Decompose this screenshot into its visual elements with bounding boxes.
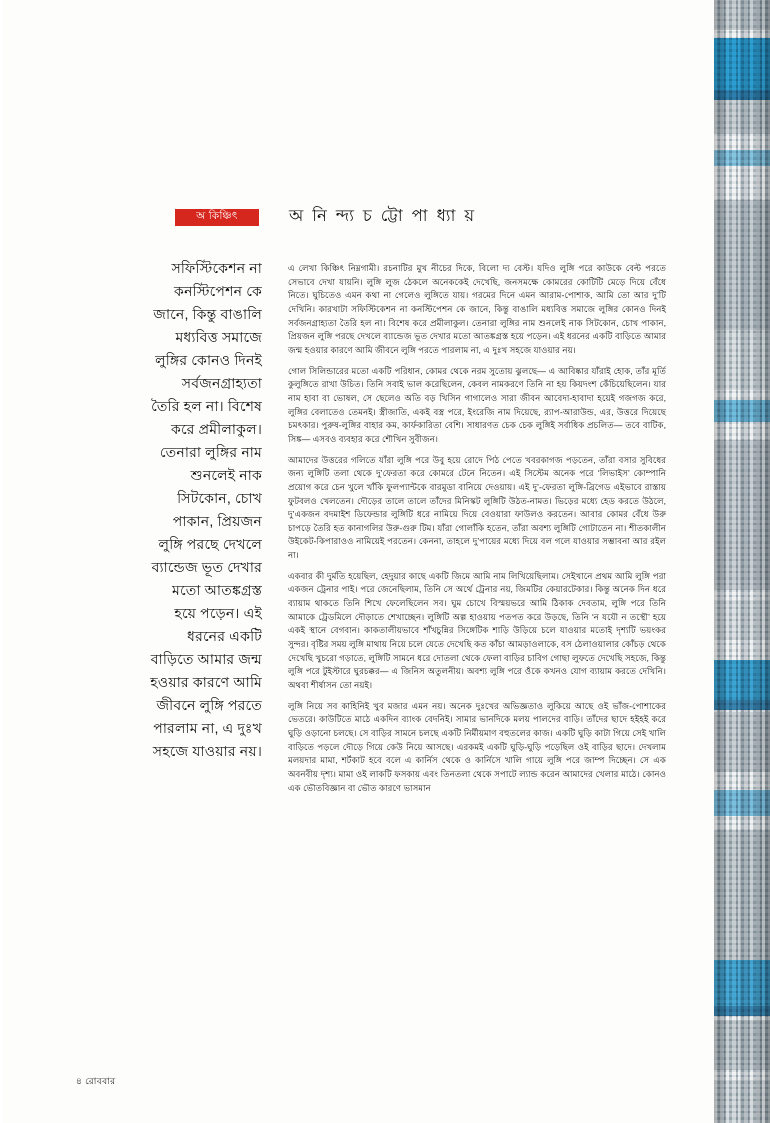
cloth-shading bbox=[714, 0, 770, 1123]
body-paragraph: এ লেখা কিঞ্চিৎ নিম্নগামী। রচনাটির মুখ নীচের দিকে, বিলো দ্য বেস্ট। যদিও লুঙ্গি পরে কাউকে বেল্ট পরতে সেভাবে দেখা যায়নি। লুঙ্গি লুজ ঠেকলে অনেককেই দেখেছি, জনসমক্ষে কোমরের কোটিটি মেড়ে দিয়ে বেঁধে নিতে। ঘুচিতেও এমন কথা না গেলেও লুঙ্গিতে যায়। গরমের দিনে এমন আরাম-পোশাক, আমি তো আর দু’টি দেখিনি। কারখাটা সফিস্টিকেশন না কনস্টিপেশন কে জানে, কিন্তু বাঙালি মধ্যবিত্ত সমাজে লুঙ্গির কোনও দিনই সর্বজনগ্রাহ্যতা তৈরি হল না। বিশেষ করে প্রমীলাকুল। তেনারা লুঙ্গির নাম শুনলেই নাক সিটকোন, চোখ পাকান, প্রিয়জন লুঙ্গি পরছে দেখলে ব্যান্ডেজ ভূত দেখার মতো আতঙ্কগ্রস্ত হয়ে পড়েন। এই ধরনের একটি বাড়িতে আমার জন্ম হওয়ার কারণে আমি জীবনে লুঙ্গি পরতে পারলাম না, এ দুঃখ সহজে যাওয়ার নয়। bbox=[288, 263, 666, 355]
body-paragraph: একবার কী দুর্মতি হয়েছিল, হেদুয়ার কাছে একটি জিমে আমি নাম লিখিয়েছিলাম। সেইখানে প্রথম আমি লুঙ্গি পরা একজন ট্রেনার পাই। পরে জেনেছিলাম, তিনি সে অর্থে ট্রেনার নয়, জিমটির কেয়ারটেকার। কিন্তু অনেক দিন ধরে ব্যায়াম থাকতে তিনি শিখে ফেলেছিলেন সব। ঘুম চোখে বিস্ময়ভরে আমি ঠিকাক দেবতাম, লুঙ্গি পরে তিনি আমাকে ট্রেডমিলে দৌড়াতে শেখাচ্ছেন। লুঙ্গিটি অল্প হাওয়ায় পতপত করে উড়ছে, তিনি ‘ন যযৌ ন তস্থৌ’ হয়ে একই স্থানে বেগবান। কাকতালীয়ভাবে শাঁখচুন্নির সিঙ্গেটিক শাড়ি উড়িয়ে চলে যাওয়ার মতোই দৃশ্যটি ভয়ংকর সুন্দর। বৃষ্টির সময় লুঙ্গি মাথায় নিয়ে চলে যেতে দেখেছি কত কাঁচা আমড়াওলাকে, বস ঠেলাওয়ালার কোঁচড় থেকে দেখেছি খুচরো গড়াতে, লুঙ্গিটি সামনে ধরে দোতলা থেকে ফেলা বাড়ির চাবিগ গোছা লুফতে দেখেছি সহজে, কিন্তু লুঙ্গি পরে টুইস্টারে ঘুরচক্কর— এ জিনিস অতুলনীয়। অবশ্য লুঙ্গি পরে ওঁকে কখনও যোগ ব্যায়াম করতে দেখিনি। অথবা শীর্ষাসন তো নয়ই। bbox=[288, 570, 666, 691]
page-footer: ৪ রোববার bbox=[76, 1076, 116, 1086]
author-byline: অ নি ন্দ্য চ ট্টো পা ধ্যা য় bbox=[289, 207, 477, 225]
strip-divider bbox=[0, 0, 3, 1123]
article-body bbox=[288, 262, 666, 802]
body-paragraph: আমাদের উত্তরের গলিতে যাঁরা লুঙ্গি পরে উবু হয়ে রোদে পিঠ পেতে খবরকাগজ পড়তেন, তাঁরা বসার সুবিধের জন্য লুঙ্গিটি তলা থেকে দু’ফেরতা করে কোমরে টেনে নিতেন। এই সিস্টেম অনেক পরে ‘লিভাইস’ কোম্পানি প্রয়োগ করে চেন খুলে খাঁকি ফুলপ্যান্টকে বারমুডা বানিয়ে দেওয়ায়। এই দু’-ফেরতা লুঙ্গি-ব্রিগেড এইভাবে রাস্তায় ফুটবলও খেলতেন। দৌড়ের তালে তালে তাঁদের মিনিস্কট লুঙ্গিটি উঠত-নামত। ভিড়ের মধ্যে হেড করতে উঠলে, দু’একজন বদমাইশ ডিফেন্ডার লুঙ্গিটি ধরে নামিয়ে দিয়ে বেওয়ারা ফাউলও করতেন। আবার কোমর বেঁধে উরু চাপড়ে তৈরি হত কানাগলির উরু-গুরু টিম। যাঁরা গোলাঁকি হতেন, তাঁরা অবশ্য লুঙ্গিটি গোটাতেন না। শীতকালীন উইকেট-কিপারাওও নামিয়েই পরতেন। কেননা, তাহলে দু’পায়ের মধ্যে দিয়ে বল গলে যাওয়ার সম্ভাবনা আর রইল না। bbox=[288, 454, 666, 561]
body-paragraph: গোল সিলিন্ডারের মতো একটি পরিধান, কোমর থেকে নরম সুতোয় ঝুলছে— এ আবিষ্কার যাঁরাই হোক, তাঁর মূর্তি কুলুঙ্গিতে রাখা উচিত। তিনি সবাই ভাল করেছিলেন, কেবল নামকরণে তিনি না হয় কিয়দংশ কেঁচিয়েছিলেন। যার নাম হাবা বা ভোষল, সে ছেলেও অতি বড় খিসিন গাগালেও সারা জীবন আবেদা-হাবাদা হয়েই গজগজ করে, লুঙ্গির বেলাতেও তেমনই। স্ত্রীজাতি, একই বস্ত্র পরে, ইংরেজি নাম দিয়েছে, র‌্যাপ-আরাউন্ড, এর, উত্তরে দিয়েছে চমৎকার। পুরুষ-লুঙ্গির বাহার কম, কার্ফকারিতা বেশি। সাধারণত চেক চেক লুঙ্গিই সর্বাধিক প্রচলিত— তবে বাটিক, সিঙ্ক— এসবও ব্যবহার করে শৌখিন সুবীজন। bbox=[288, 365, 666, 444]
section-tag: অ কি‌ঞ্চিৎ bbox=[175, 209, 259, 226]
lungi-cloth-photo bbox=[714, 0, 770, 1123]
intro-pull-quote: সফিস্টিকেশন না কনস্টিপেশন কে জানে, কিন্তু বাঙালি মধ্যবিত্ত সমাজে লুঙ্গির কোনও দিনই সর্বজনগ্রাহ্যতা তৈরি হল না। বিশেষ করে প্রমীলাকুল। তেনারা লুঙ্গির নাম শুনলেই নাক সিটকোন, চোখ পাকান, প্রিয়জন লুঙ্গি পরছে দেখলে ব্যান্ডেজ ভূত দেখার মতো আতঙ্কগ্রস্ত হয়ে পড়েন। এই ধরনের একটি বাড়িতে আমার জন্ম হওয়ার কারণে আমি জীবনে লুঙ্গি পরতে পারলাম না, এ দুঃখ সহজে যাওয়ার নয়। bbox=[150, 261, 262, 760]
body-paragraph: লুঙ্গি নিয়ে সব কাহিনিই খুব মজার এমন নয়। অনেক দুঃখের অভিজ্ঞতাও লুকিয়ে আছে ওই ভাঁজ-পোশাকের ভেতরে। কাউটিতে মাঠে একদিন ব্যাংক বেদনিই। সামার ভানদিকে মলয় পালদের বাড়ি। তাঁদের ছাদে হইহই করে ঘুড়ি ওড়ানো চলছে। সে বাড়ির সামনে চলছে একটি নির্মীয়মাণ বহুতলের কাজ। একটি ঘুড়ি কাটা গিয়ে সেই খালি বাড়িতে পড়লে দৌড়ে গিয়ে কেউ নিয়ে আসছে। এরকমই একটি ঘুড়ি-ঘুড়ি পড়েছিল ওই বাড়ির ছাদে। দেখলাম মলয়দার মামা, শর্টকাট হবে বলে এ কার্নিস থেকে ও কার্নিসে খালি গায়ে লুঙ্গি পরে জাম্প দিচ্ছেন। সে এক অবনবীয় দৃশ্য। মামা ওই লাকটি ফসকায় এবং তিনতলা থেকে সপাটে ল্যান্ড করেন আমাদের খেলার মাঠে। কোনও এক ভৌতবিজ্ঞান বা ভৌত কারণে ভাসমান bbox=[288, 700, 666, 793]
